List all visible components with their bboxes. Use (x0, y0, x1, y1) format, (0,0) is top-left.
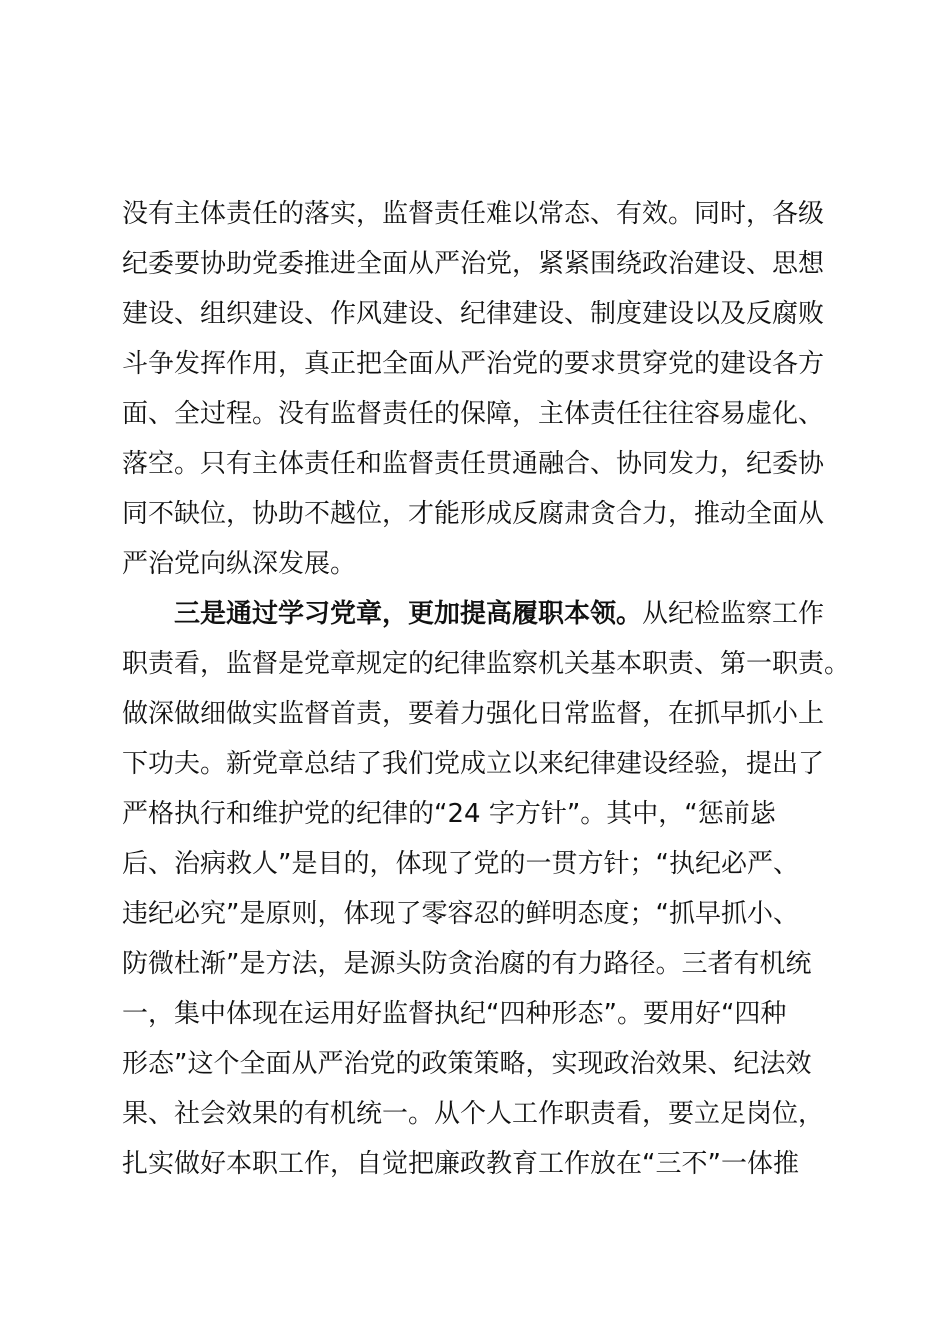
text-line: 后、治病救人”是目的，体现了党的一贯方针；“执纪必严、 (122, 849, 799, 879)
paragraph-first-line (174, 594, 824, 634)
text-line: 严格执行和维护党的纪律的“24 字方针”。其中，“惩前毖 (122, 799, 776, 829)
paragraph-first-line-rest: 从纪检监察工作 (642, 599, 825, 629)
text-line: 违纪必究”是原则，体现了零容忍的鲜明态度；“抓早抓小、 (122, 899, 799, 929)
text-line: 纪委要协助党委推进全面从严治党，紧紧围绕政治建设、思想 (122, 249, 825, 279)
text-line: 面、全过程。没有监督责任的保障，主体责任往往容易虚化、 (122, 399, 825, 429)
text-line: 一，集中体现在运用好监督执纪“四种形态”。要用好“四种 (122, 999, 787, 1029)
text-line: 防微杜渐”是方法，是源头防贪治腐的有力路径。三者有机统 (122, 949, 812, 979)
text-line: 果、社会效果的有机统一。从个人工作职责看，要立足岗位， (122, 1099, 825, 1129)
text-line: 斗争发挥作用，真正把全面从严治党的要求贯穿党的建设各方 (122, 349, 825, 379)
text-line: 严治党向纵深发展。 (122, 549, 357, 579)
text-line: 做深做细做实监督首责，要着力强化日常监督，在抓早抓小上 (122, 699, 825, 729)
text-line: 建设、组织建设、作风建设、纪律建设、制度建设以及反腐败 (122, 299, 825, 329)
text-line: 职责看，监督是党章规定的纪律监察机关基本职责、第一职责。 (122, 649, 851, 679)
paragraph-heading: 三是通过学习党章，更加提高履职本领。 (174, 599, 643, 629)
text-line: 形态”这个全面从严治党的政策策略，实现政治效果、纪法效 (122, 1049, 812, 1079)
text-line: 下功夫。新党章总结了我们党成立以来纪律建设经验，提出了 (122, 749, 825, 779)
text-line: 没有主体责任的落实，监督责任难以常态、有效。同时，各级 (122, 199, 825, 229)
text-line: 落空。只有主体责任和监督责任贯通融合、协同发力，纪委协 (122, 449, 825, 479)
text-line: 扎实做好本职工作，自觉把廉政教育工作放在“三不”一体推 (122, 1149, 799, 1179)
text-line: 同不缺位，协助不越位，才能形成反腐肃贪合力，推动全面从 (122, 499, 825, 529)
